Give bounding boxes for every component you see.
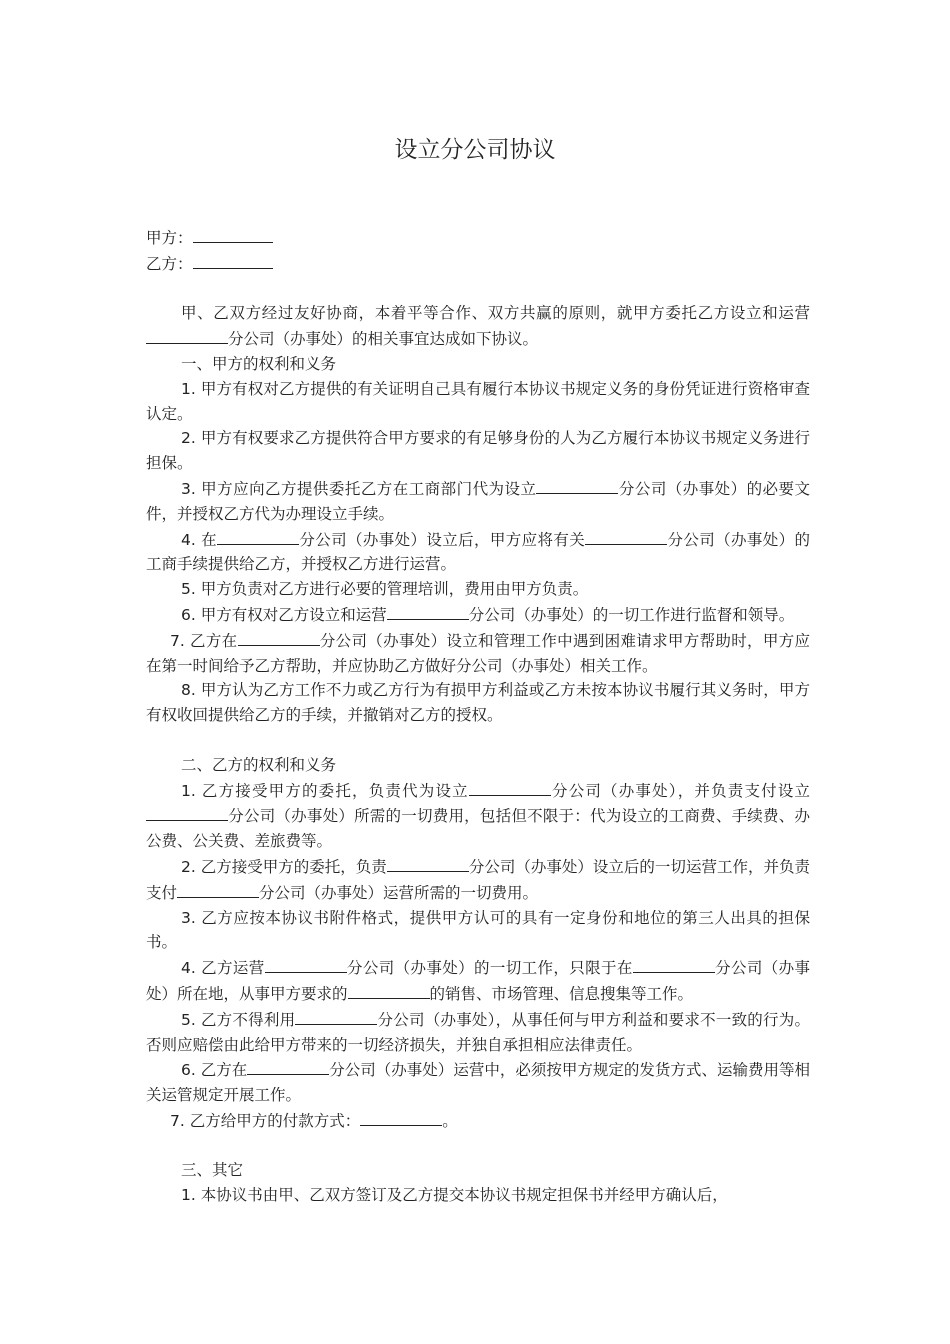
party-a-blank	[193, 225, 273, 243]
blank-line	[387, 602, 469, 620]
clause	[146, 602, 810, 628]
clause	[146, 955, 810, 1007]
clause-text: 分公司（办事处）的一切工作，只限于在	[346, 959, 633, 978]
clause: 1. 本协议书由甲、乙双方签订及乙方提交本协议书规定担保书并经甲方确认后，	[181, 1186, 728, 1205]
clause	[146, 1108, 810, 1134]
document-title: 设立分公司协议	[394, 137, 556, 163]
document-body	[146, 225, 810, 1208]
party-b-blank	[193, 251, 273, 269]
clause-text: 2. 乙方接受甲方的委托，负责	[181, 857, 387, 876]
clause-text: 分公司（办事处）设立后，甲方应将有关	[298, 530, 586, 549]
spacer	[146, 728, 810, 753]
section-heading: 三、其它	[181, 1161, 244, 1180]
clause-text: 5. 乙方不得利用	[181, 1010, 296, 1029]
clause-text: 6. 乙方在	[181, 1061, 248, 1080]
party-a-label: 甲方：	[146, 229, 193, 247]
clause	[146, 527, 810, 578]
clause-text: 分公司（办事处）设立后的一切运营工作，并负责支付	[146, 857, 810, 902]
clause	[146, 476, 810, 527]
intro-text: 甲、乙双方经过友好协商，本着平等合作、双方共赢的原则，就甲方委托乙方设立和运营	[181, 304, 810, 323]
clause-text: 。	[442, 1111, 458, 1130]
clause: 2. 甲方有权要求乙方提供符合甲方要求的有足够身份的人为乙方履行本协议书规定义务进行担保。	[146, 429, 810, 473]
blank-line	[265, 955, 347, 973]
clause	[146, 1007, 810, 1058]
clause-text: 分公司（办事处）运营所需的一切费用。	[259, 883, 539, 902]
clause-text: 7. 乙方给甲方的付款方式：	[170, 1111, 361, 1130]
blank-line	[146, 803, 228, 821]
clause-text: 3. 甲方应向乙方提供委托乙方在工商部门代为设立	[181, 479, 537, 498]
blank-line	[360, 1108, 442, 1126]
clause: 1. 甲方有权对乙方提供的有关证明自己具有履行本协议书规定义务的身份凭证进行资格审查认定。	[146, 379, 810, 423]
party-b-label: 乙方：	[146, 254, 193, 273]
clause	[146, 854, 810, 906]
blank-line	[633, 955, 715, 973]
clause-text: 4. 在	[181, 530, 217, 549]
blank-line	[295, 1007, 377, 1025]
blank-line	[177, 880, 259, 898]
clause-text: 分公司（办事处）的必要文件，并授权乙方代为办理设立手续。	[146, 479, 810, 523]
section-heading: 一、甲方的权利和义务	[181, 354, 337, 373]
clause-text: 分公司（办事处）所在地，从事甲方要求的	[146, 959, 810, 1003]
clause-text: 分公司（办事处）的一切工作进行监督和领导。	[468, 605, 795, 624]
blank-line	[469, 778, 551, 796]
clause-text: 分公司（办事处），并负责支付设立	[550, 781, 810, 800]
intro-paragraph	[146, 301, 810, 352]
clause-text: 7. 乙方在	[170, 631, 238, 650]
clause	[146, 628, 810, 679]
spacer	[146, 277, 810, 302]
clause: 3. 乙方应按本协议书附件格式，提供甲方认可的具有一定身份和地位的第三人出具的担保书。	[146, 908, 810, 952]
blank-line	[585, 527, 667, 545]
clause: 5. 甲方负责对乙方进行必要的管理培训，费用由甲方负责。	[181, 580, 589, 599]
clause	[146, 1057, 810, 1108]
clause-text: 分公司（办事处）的工商手续提供给乙方，并授权乙方进行运营。	[146, 530, 810, 574]
clause: 8. 甲方认为乙方工作不力或乙方行为有损甲方利益或乙方未按本协议书履行其义务时，甲方有权收回提供给乙方的手续，并撤销对乙方的授权。	[146, 681, 810, 725]
intro-text: 分公司（办事处）的相关事宜达成如下协议。	[228, 330, 539, 349]
blank-line	[536, 476, 618, 494]
clause-text: 分公司（办事处）设立和管理工作中遇到困难请求甲方帮助时，甲方应在第一时间给予乙方帮助，并应协助乙方做好分公司（办事处）相关工作。	[146, 631, 810, 675]
clause	[146, 778, 810, 854]
clause-text: 分公司（办事处），从事任何与甲方利益和要求不一致的行为。否则应赔偿由此给甲方带来的一切经济损失，并独自承担相应法律责任。	[146, 1010, 810, 1054]
party-a-line	[146, 225, 810, 251]
blank-line	[146, 326, 228, 344]
clause-text: 4. 乙方运营	[181, 959, 265, 978]
clause-text: 分公司（办事处）运营中，必须按甲方规定的发货方式、运输费用等相关运管规定开展工作。	[146, 1061, 810, 1105]
party-b-line	[146, 251, 810, 277]
blank-line	[387, 854, 469, 872]
clause-text: 分公司（办事处）所需的一切费用，包括但不限于：代为设立的工商费、手续费、办公费、公关费、差旅费等。	[146, 807, 810, 851]
blank-line	[217, 527, 299, 545]
clause-text: 的销售、市场管理、信息搜集等工作。	[429, 984, 694, 1003]
clause-text: 6. 甲方有权对乙方设立和运营	[181, 605, 387, 624]
spacer	[146, 1134, 810, 1159]
blank-line	[348, 981, 430, 999]
blank-line	[247, 1057, 329, 1075]
clause-text: 1. 乙方接受甲方的委托，负责代为设立	[181, 781, 469, 800]
section-heading: 二、乙方的权利和义务	[181, 755, 337, 774]
blank-line	[238, 628, 320, 646]
